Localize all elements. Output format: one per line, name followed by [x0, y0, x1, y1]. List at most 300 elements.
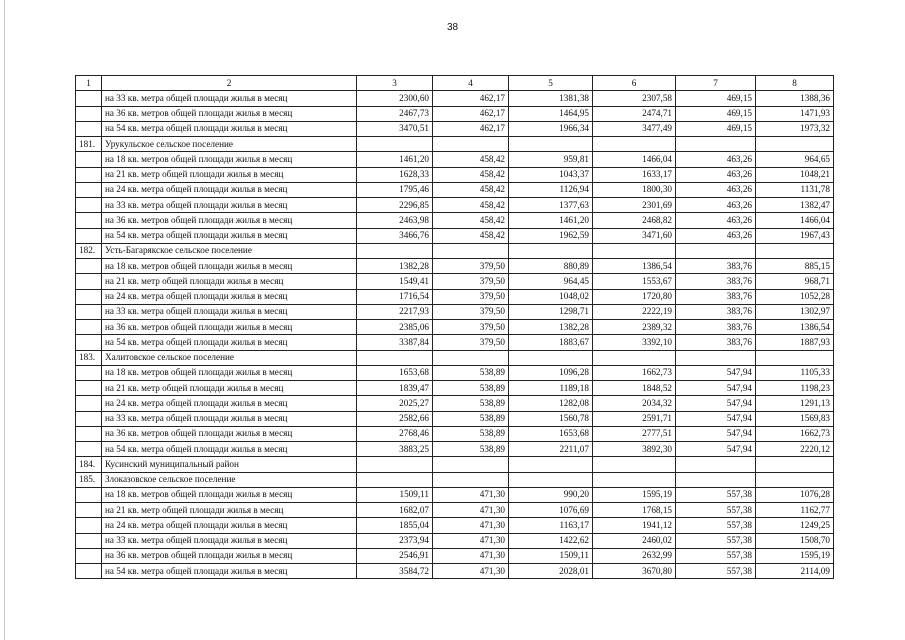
value-cell: 379,50 [433, 259, 509, 274]
value-cell: 2307,58 [593, 91, 676, 106]
row-number-cell [76, 564, 102, 579]
row-label-cell: на 33 кв. метра общей площади жилья в месяц [102, 198, 357, 213]
row-label-cell: на 21 кв. метр общей площади жилья в месяц [102, 167, 357, 182]
value-cell: 463,26 [676, 182, 756, 197]
value-cell: 1795,46 [357, 182, 433, 197]
row-number-cell [76, 396, 102, 411]
row-number-cell [76, 335, 102, 350]
table-row [76, 518, 834, 533]
tariff-table [75, 75, 834, 579]
row-number-cell [76, 487, 102, 502]
value-cell: 471,30 [433, 487, 509, 502]
value-cell: 463,26 [676, 198, 756, 213]
value-cell: 462,17 [433, 106, 509, 121]
row-label-cell: на 36 кв. метров общей площади жилья в месяц [102, 213, 357, 228]
table-row [76, 381, 834, 396]
table-row [76, 335, 834, 350]
value-cell: 463,26 [676, 152, 756, 167]
value-cell: 1633,17 [593, 167, 676, 182]
value-cell: 2546,91 [357, 548, 433, 563]
row-label-cell: на 24 кв. метра общей площади жилья в месяц [102, 182, 357, 197]
value-cell [756, 243, 834, 258]
row-label-cell: на 21 кв. метр общей площади жилья в месяц [102, 274, 357, 289]
table-row [76, 320, 834, 335]
row-number-cell [76, 548, 102, 563]
value-cell: 1508,70 [756, 533, 834, 548]
row-number-cell: 183. [76, 350, 102, 365]
table-row [76, 365, 834, 380]
value-cell: 3584,72 [357, 564, 433, 579]
value-cell: 547,94 [676, 442, 756, 457]
value-cell: 383,76 [676, 289, 756, 304]
value-cell: 3670,80 [593, 564, 676, 579]
value-cell: 3883,25 [357, 442, 433, 457]
table-row [76, 213, 834, 228]
row-number-cell [76, 503, 102, 518]
value-cell: 557,38 [676, 487, 756, 502]
table-section-row [76, 472, 834, 487]
row-number-cell [76, 442, 102, 457]
value-cell: 1249,25 [756, 518, 834, 533]
column-header: 6 [593, 76, 676, 91]
value-cell: 2300,60 [357, 91, 433, 106]
table-row [76, 228, 834, 243]
value-cell [593, 137, 676, 152]
value-cell: 379,50 [433, 304, 509, 319]
row-number-cell [76, 518, 102, 533]
value-cell: 1048,21 [756, 167, 834, 182]
row-number-cell [76, 533, 102, 548]
value-cell: 3892,30 [593, 442, 676, 457]
value-cell: 1076,28 [756, 487, 834, 502]
value-cell [509, 472, 593, 487]
value-cell: 469,15 [676, 121, 756, 136]
value-cell: 1382,28 [357, 259, 433, 274]
column-header: 2 [102, 76, 357, 91]
row-number-cell [76, 228, 102, 243]
value-cell [593, 350, 676, 365]
value-cell: 1048,02 [509, 289, 593, 304]
value-cell: 1967,43 [756, 228, 834, 243]
value-cell: 471,30 [433, 503, 509, 518]
value-cell: 2474,71 [593, 106, 676, 121]
row-label-cell: Урукульское сельское поселение [102, 137, 357, 152]
value-cell: 1509,11 [509, 548, 593, 563]
value-cell: 2460,02 [593, 533, 676, 548]
row-number-cell: 182. [76, 243, 102, 258]
value-cell: 538,89 [433, 381, 509, 396]
value-cell: 1509,11 [357, 487, 433, 502]
value-cell: 463,26 [676, 167, 756, 182]
value-cell: 1716,54 [357, 289, 433, 304]
row-number-cell [76, 121, 102, 136]
value-cell: 469,15 [676, 91, 756, 106]
value-cell: 1126,94 [509, 182, 593, 197]
value-cell [676, 350, 756, 365]
value-cell: 463,26 [676, 213, 756, 228]
value-cell: 885,15 [756, 259, 834, 274]
table-row [76, 274, 834, 289]
value-cell: 1291,13 [756, 396, 834, 411]
row-number-cell: 184. [76, 457, 102, 472]
table-section-row [76, 243, 834, 258]
value-cell: 1966,34 [509, 121, 593, 136]
value-cell [676, 457, 756, 472]
value-cell: 2301,69 [593, 198, 676, 213]
value-cell: 383,76 [676, 335, 756, 350]
value-cell [433, 137, 509, 152]
row-number-cell [76, 320, 102, 335]
row-number-cell [76, 274, 102, 289]
value-cell: 2296,85 [357, 198, 433, 213]
value-cell: 1163,17 [509, 518, 593, 533]
row-label-cell: на 36 кв. метров общей площади жилья в месяц [102, 548, 357, 563]
row-label-cell: на 24 кв. метра общей площади жилья в месяц [102, 289, 357, 304]
row-label-cell: на 36 кв. метров общей площади жилья в месяц [102, 106, 357, 121]
value-cell: 1198,23 [756, 381, 834, 396]
row-label-cell: на 33 кв. метра общей площади жилья в месяц [102, 533, 357, 548]
value-cell: 547,94 [676, 381, 756, 396]
row-number-cell [76, 381, 102, 396]
value-cell: 959,81 [509, 152, 593, 167]
column-header: 1 [76, 76, 102, 91]
table-header-row [76, 76, 834, 91]
value-cell: 538,89 [433, 365, 509, 380]
value-cell: 1839,47 [357, 381, 433, 396]
value-cell: 469,15 [676, 106, 756, 121]
value-cell: 1560,78 [509, 411, 593, 426]
value-cell: 880,89 [509, 259, 593, 274]
value-cell [433, 350, 509, 365]
value-cell: 547,94 [676, 411, 756, 426]
table-section-row [76, 137, 834, 152]
value-cell [357, 472, 433, 487]
value-cell: 2220,12 [756, 442, 834, 457]
value-cell: 1131,78 [756, 182, 834, 197]
value-cell: 1466,04 [756, 213, 834, 228]
table-row [76, 106, 834, 121]
table-row [76, 533, 834, 548]
value-cell: 383,76 [676, 320, 756, 335]
table-row [76, 487, 834, 502]
table-row [76, 152, 834, 167]
value-cell: 1282,08 [509, 396, 593, 411]
row-label-cell: на 36 кв. метров общей площади жилья в месяц [102, 320, 357, 335]
value-cell: 1569,83 [756, 411, 834, 426]
row-number-cell [76, 198, 102, 213]
row-label-cell: на 21 кв. метр общей площади жилья в месяц [102, 503, 357, 518]
value-cell: 458,42 [433, 182, 509, 197]
value-cell: 2467,73 [357, 106, 433, 121]
value-cell: 1302,97 [756, 304, 834, 319]
value-cell: 3392,10 [593, 335, 676, 350]
value-cell [756, 457, 834, 472]
row-label-cell: на 18 кв. метров общей площади жилья в месяц [102, 152, 357, 167]
row-label-cell: на 54 кв. метра общей площади жилья в месяц [102, 228, 357, 243]
value-cell: 458,42 [433, 152, 509, 167]
table-row [76, 91, 834, 106]
value-cell: 463,26 [676, 228, 756, 243]
page-edge-line [4, 0, 5, 640]
value-cell: 538,89 [433, 426, 509, 441]
table-row [76, 396, 834, 411]
table-row [76, 426, 834, 441]
value-cell: 462,17 [433, 121, 509, 136]
value-cell: 2582,66 [357, 411, 433, 426]
value-cell: 538,89 [433, 442, 509, 457]
value-cell: 557,38 [676, 533, 756, 548]
value-cell: 1162,77 [756, 503, 834, 518]
value-cell: 2463,98 [357, 213, 433, 228]
value-cell: 1848,52 [593, 381, 676, 396]
value-cell: 964,65 [756, 152, 834, 167]
value-cell: 383,76 [676, 274, 756, 289]
value-cell: 964,45 [509, 274, 593, 289]
row-label-cell: Кусинский муниципальный район [102, 457, 357, 472]
value-cell: 1043,37 [509, 167, 593, 182]
row-label-cell: на 33 кв. метра общей площади жилья в месяц [102, 91, 357, 106]
table-row [76, 289, 834, 304]
value-cell: 538,89 [433, 411, 509, 426]
row-number-cell [76, 213, 102, 228]
value-cell: 1855,04 [357, 518, 433, 533]
table-row [76, 182, 834, 197]
value-cell [509, 137, 593, 152]
value-cell [593, 457, 676, 472]
value-cell: 2217,93 [357, 304, 433, 319]
value-cell: 547,94 [676, 365, 756, 380]
value-cell: 1595,19 [756, 548, 834, 563]
row-label-cell: на 54 кв. метра общей площади жилья в месяц [102, 442, 357, 457]
value-cell: 968,71 [756, 274, 834, 289]
value-cell: 1298,71 [509, 304, 593, 319]
value-cell: 379,50 [433, 335, 509, 350]
value-cell: 458,42 [433, 213, 509, 228]
value-cell: 1628,33 [357, 167, 433, 182]
table-row [76, 503, 834, 518]
value-cell: 1941,12 [593, 518, 676, 533]
row-number-cell: 185. [76, 472, 102, 487]
value-cell: 1549,41 [357, 274, 433, 289]
value-cell: 990,20 [509, 487, 593, 502]
value-cell [756, 472, 834, 487]
value-cell: 557,38 [676, 564, 756, 579]
row-label-cell: на 54 кв. метра общей площади жилья в месяц [102, 121, 357, 136]
column-header: 3 [357, 76, 433, 91]
value-cell: 2632,99 [593, 548, 676, 563]
value-cell [756, 137, 834, 152]
row-number-cell [76, 365, 102, 380]
value-cell: 1962,59 [509, 228, 593, 243]
value-cell: 1466,04 [593, 152, 676, 167]
value-cell: 1105,33 [756, 365, 834, 380]
value-cell: 471,30 [433, 533, 509, 548]
value-cell: 1768,15 [593, 503, 676, 518]
table-section-row [76, 350, 834, 365]
value-cell: 1464,95 [509, 106, 593, 121]
value-cell: 2768,46 [357, 426, 433, 441]
value-cell: 1461,20 [357, 152, 433, 167]
value-cell [676, 243, 756, 258]
value-cell [509, 457, 593, 472]
table-row [76, 442, 834, 457]
value-cell: 3387,84 [357, 335, 433, 350]
value-cell: 3471,60 [593, 228, 676, 243]
row-number-cell [76, 91, 102, 106]
value-cell: 557,38 [676, 518, 756, 533]
table-row [76, 259, 834, 274]
table-row [76, 564, 834, 579]
value-cell: 2468,82 [593, 213, 676, 228]
value-cell [509, 350, 593, 365]
value-cell: 2222,19 [593, 304, 676, 319]
row-label-cell: на 54 кв. метра общей площади жилья в месяц [102, 564, 357, 579]
table-row [76, 198, 834, 213]
value-cell: 3470,51 [357, 121, 433, 136]
value-cell: 2025,27 [357, 396, 433, 411]
row-label-cell: на 33 кв. метра общей площади жилья в месяц [102, 411, 357, 426]
value-cell: 1800,30 [593, 182, 676, 197]
value-cell: 1887,93 [756, 335, 834, 350]
value-cell: 557,38 [676, 503, 756, 518]
value-cell: 1662,73 [756, 426, 834, 441]
value-cell: 1973,32 [756, 121, 834, 136]
value-cell: 379,50 [433, 289, 509, 304]
value-cell: 458,42 [433, 228, 509, 243]
value-cell: 383,76 [676, 259, 756, 274]
row-number-cell [76, 152, 102, 167]
table-section-row [76, 457, 834, 472]
value-cell: 557,38 [676, 548, 756, 563]
value-cell: 1595,19 [593, 487, 676, 502]
value-cell: 1076,69 [509, 503, 593, 518]
table-row [76, 548, 834, 563]
value-cell: 2591,71 [593, 411, 676, 426]
page-number: 38 [446, 22, 459, 33]
value-cell [433, 457, 509, 472]
value-cell: 1422,62 [509, 533, 593, 548]
value-cell [357, 457, 433, 472]
value-cell: 2114,09 [756, 564, 834, 579]
value-cell: 1471,93 [756, 106, 834, 121]
value-cell [357, 350, 433, 365]
row-number-cell [76, 289, 102, 304]
value-cell: 379,50 [433, 320, 509, 335]
value-cell [509, 243, 593, 258]
row-label-cell: на 18 кв. метров общей площади жилья в месяц [102, 487, 357, 502]
value-cell: 1377,63 [509, 198, 593, 213]
value-cell: 547,94 [676, 396, 756, 411]
value-cell: 2373,94 [357, 533, 433, 548]
value-cell: 383,76 [676, 304, 756, 319]
value-cell [676, 472, 756, 487]
column-header: 4 [433, 76, 509, 91]
value-cell: 1386,54 [756, 320, 834, 335]
value-cell: 1662,73 [593, 365, 676, 380]
value-cell: 2777,51 [593, 426, 676, 441]
value-cell [357, 243, 433, 258]
row-label-cell: Злоказовское сельское поселение [102, 472, 357, 487]
column-header: 7 [676, 76, 756, 91]
value-cell: 471,30 [433, 518, 509, 533]
value-cell: 538,89 [433, 396, 509, 411]
value-cell: 458,42 [433, 198, 509, 213]
value-cell: 2034,32 [593, 396, 676, 411]
value-cell: 2389,32 [593, 320, 676, 335]
value-cell: 379,50 [433, 274, 509, 289]
value-cell: 2211,07 [509, 442, 593, 457]
value-cell: 547,94 [676, 426, 756, 441]
value-cell: 1553,67 [593, 274, 676, 289]
value-cell: 471,30 [433, 564, 509, 579]
value-cell: 1386,54 [593, 259, 676, 274]
table-row [76, 411, 834, 426]
value-cell: 471,30 [433, 548, 509, 563]
column-header: 5 [509, 76, 593, 91]
value-cell [593, 243, 676, 258]
value-cell: 1883,67 [509, 335, 593, 350]
row-number-cell [76, 259, 102, 274]
value-cell: 3466,76 [357, 228, 433, 243]
value-cell: 1189,18 [509, 381, 593, 396]
row-label-cell: на 24 кв. метра общей площади жилья в месяц [102, 518, 357, 533]
row-label-cell: на 24 кв. метра общей площади жилья в месяц [102, 396, 357, 411]
value-cell: 1682,07 [357, 503, 433, 518]
value-cell: 462,17 [433, 91, 509, 106]
value-cell [433, 243, 509, 258]
value-cell: 1096,28 [509, 365, 593, 380]
row-number-cell [76, 182, 102, 197]
value-cell: 1461,20 [509, 213, 593, 228]
value-cell: 1388,36 [756, 91, 834, 106]
value-cell: 458,42 [433, 167, 509, 182]
row-number-cell [76, 106, 102, 121]
value-cell [756, 350, 834, 365]
value-cell: 1052,28 [756, 289, 834, 304]
value-cell: 1382,28 [509, 320, 593, 335]
table-row [76, 167, 834, 182]
row-number-cell [76, 426, 102, 441]
row-label-cell: на 33 кв. метра общей площади жилья в месяц [102, 304, 357, 319]
value-cell [357, 137, 433, 152]
value-cell: 1381,38 [509, 91, 593, 106]
row-label-cell: на 36 кв. метров общей площади жилья в месяц [102, 426, 357, 441]
value-cell: 1720,80 [593, 289, 676, 304]
row-label-cell: Усть-Багарякское сельское поселение [102, 243, 357, 258]
table-row [76, 304, 834, 319]
row-number-cell [76, 167, 102, 182]
row-number-cell [76, 411, 102, 426]
value-cell [433, 472, 509, 487]
value-cell [676, 137, 756, 152]
row-label-cell: на 18 кв. метров общей площади жилья в месяц [102, 259, 357, 274]
value-cell: 3477,49 [593, 121, 676, 136]
value-cell: 1653,68 [509, 426, 593, 441]
value-cell: 1653,68 [357, 365, 433, 380]
value-cell: 2028,01 [509, 564, 593, 579]
row-label-cell: Халитовское сельское поселение [102, 350, 357, 365]
table-row [76, 121, 834, 136]
column-header: 8 [756, 76, 834, 91]
row-number-cell: 181. [76, 137, 102, 152]
value-cell: 1382,47 [756, 198, 834, 213]
row-number-cell [76, 304, 102, 319]
row-label-cell: на 54 кв. метра общей площади жилья в месяц [102, 335, 357, 350]
row-label-cell: на 21 кв. метр общей площади жилья в месяц [102, 381, 357, 396]
value-cell [593, 472, 676, 487]
row-label-cell: на 18 кв. метров общей площади жилья в месяц [102, 365, 357, 380]
value-cell: 2385,06 [357, 320, 433, 335]
